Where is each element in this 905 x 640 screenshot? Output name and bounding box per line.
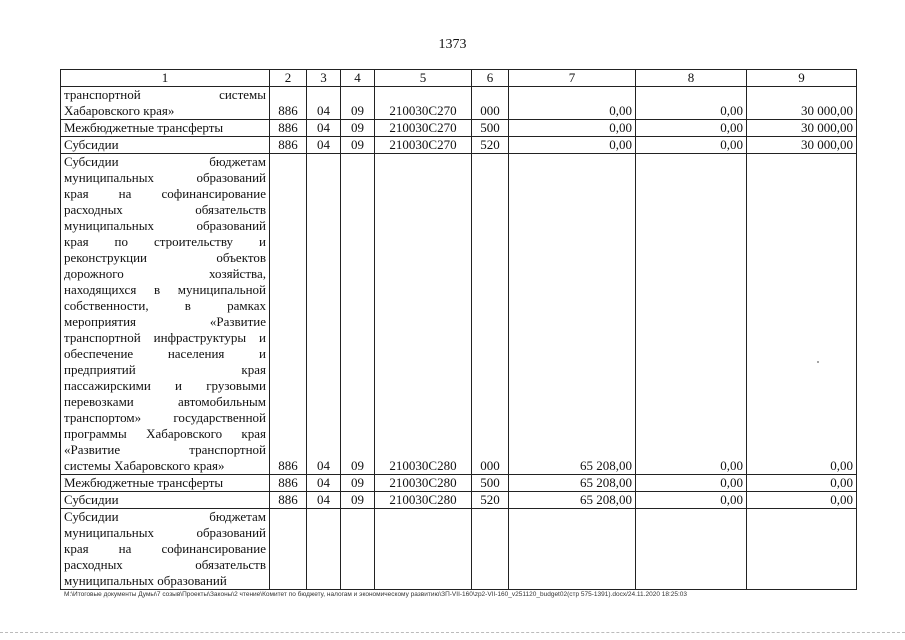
col-amount-7: 0,00 [509, 87, 636, 120]
col-target-code: 210030С280 [375, 492, 472, 509]
col-code-2: 886 [270, 475, 307, 492]
col-code-2: 886 [270, 120, 307, 137]
col-expense-type: 520 [472, 492, 509, 509]
col-code-2: 886 [270, 492, 307, 509]
col-amount-7: 0,00 [509, 120, 636, 137]
description-line: Хабаровского края» [64, 103, 175, 118]
col-amount-8 [636, 509, 747, 590]
description-line: транспортом» государственной [64, 410, 266, 425]
col-amount-7: 65 208,00 [509, 475, 636, 492]
column-header: 3 [307, 70, 341, 87]
description-line: Субсидии [64, 137, 119, 152]
column-header: 9 [747, 70, 857, 87]
table-row [61, 154, 857, 475]
description-line: транспортной инфраструктуры и [64, 330, 266, 345]
col-amount-7: 65 208,00 [509, 154, 636, 475]
description-line: края на софинансирование [64, 186, 266, 201]
col-amount-9: 30 000,00 [747, 87, 857, 120]
row-description [61, 137, 270, 154]
col-target-code: 210030С270 [375, 87, 472, 120]
col-target-code [375, 509, 472, 590]
col-code-3 [307, 509, 341, 590]
col-amount-9: 30 000,00 [747, 120, 857, 137]
col-amount-8: 0,00 [636, 137, 747, 154]
col-amount-9: 0,00 [747, 154, 857, 475]
table-row [61, 87, 857, 120]
row-description [61, 154, 270, 475]
description-line: расходных обязательств [64, 557, 266, 572]
col-code-4: 09 [341, 87, 375, 120]
col-target-code: 210030С280 [375, 475, 472, 492]
col-code-4: 09 [341, 120, 375, 137]
table-row [61, 492, 857, 509]
description-line: находящихся в муниципальной [64, 282, 266, 297]
col-code-3: 04 [307, 492, 341, 509]
description-line: края по строительству и [64, 234, 266, 249]
description-line: расходных обязательств [64, 202, 266, 217]
row-description [61, 509, 270, 590]
description-line: муниципальных образований [64, 525, 266, 540]
col-expense-type: 500 [472, 120, 509, 137]
table-row [61, 120, 857, 137]
col-code-4: 09 [341, 154, 375, 475]
table-row [61, 137, 857, 154]
description-line: транспортной системы [64, 87, 266, 102]
description-line: собственности, в рамках [64, 298, 266, 313]
row-description [61, 475, 270, 492]
description-line: Субсидии бюджетам [64, 509, 266, 524]
col-target-code: 210030С270 [375, 137, 472, 154]
row-description [61, 120, 270, 137]
col-target-code: 210030С270 [375, 120, 472, 137]
col-amount-9 [747, 509, 857, 590]
col-code-2: 886 [270, 137, 307, 154]
col-code-3: 04 [307, 120, 341, 137]
col-amount-7: 65 208,00 [509, 492, 636, 509]
description-line: предприятий края [64, 362, 266, 377]
col-amount-9: 0,00 [747, 492, 857, 509]
col-expense-type: 520 [472, 137, 509, 154]
description-line: обеспечение населения и [64, 346, 266, 361]
col-code-2: 886 [270, 154, 307, 475]
col-code-3: 04 [307, 137, 341, 154]
description-line: перевозками автомобильным [64, 394, 266, 409]
col-expense-type: 000 [472, 87, 509, 120]
description-line: мероприятия «Развитие [64, 314, 266, 329]
description-line: муниципальных образований [64, 573, 227, 588]
description-line: пассажирскими и грузовыми [64, 378, 266, 393]
description-line: края на софинансирование [64, 541, 266, 556]
col-expense-type: 500 [472, 475, 509, 492]
col-amount-8: 0,00 [636, 120, 747, 137]
col-code-2 [270, 509, 307, 590]
col-code-4 [341, 509, 375, 590]
col-amount-7 [509, 509, 636, 590]
table-row [61, 509, 857, 590]
footer-file-path: М:\Итоговые документы Думы\7 созыв\Проекты\Законы\2 чтение\Комитет по бюджету, налогам и экономическому развитию\ЗП-VII-160\zp2-VII-160_v251120_budget02(стр 575-1391).docx/24.11.2020 18:25:03 [64, 591, 688, 598]
row-description [61, 87, 270, 120]
description-line: муниципальных образований [64, 218, 266, 233]
col-code-2: 886 [270, 87, 307, 120]
description-line: программы Хабаровского края [64, 426, 266, 441]
description-line: Межбюджетные трансферты [64, 475, 224, 490]
col-amount-8: 0,00 [636, 154, 747, 475]
table-header-row [61, 70, 857, 87]
row-description [61, 492, 270, 509]
description-line: Субсидии бюджетам [64, 154, 266, 169]
column-header: 4 [341, 70, 375, 87]
scan-speck [817, 361, 819, 363]
col-amount-9: 30 000,00 [747, 137, 857, 154]
column-header: 8 [636, 70, 747, 87]
description-line: муниципальных образований [64, 170, 266, 185]
page-number: 1373 [438, 37, 467, 52]
col-amount-8: 0,00 [636, 87, 747, 120]
col-code-4: 09 [341, 137, 375, 154]
col-expense-type: 000 [472, 154, 509, 475]
page-edge-divider [0, 632, 905, 633]
description-line: реконструкции объектов [64, 250, 266, 265]
column-header: 7 [509, 70, 636, 87]
col-code-3: 04 [307, 475, 341, 492]
col-target-code: 210030С280 [375, 154, 472, 475]
col-code-3: 04 [307, 154, 341, 475]
col-amount-8: 0,00 [636, 492, 747, 509]
column-header: 2 [270, 70, 307, 87]
column-header: 6 [472, 70, 509, 87]
description-line: дорожного хозяйства, [64, 266, 266, 281]
description-line: «Развитие транспортной [64, 442, 266, 457]
col-expense-type [472, 509, 509, 590]
col-code-4: 09 [341, 492, 375, 509]
description-line: Межбюджетные трансферты [64, 120, 224, 135]
column-header: 1 [61, 70, 270, 87]
col-amount-8: 0,00 [636, 475, 747, 492]
col-code-3: 04 [307, 87, 341, 120]
column-header: 5 [375, 70, 472, 87]
col-amount-7: 0,00 [509, 137, 636, 154]
budget-table [60, 69, 857, 590]
description-line: системы Хабаровского края» [64, 458, 225, 473]
col-amount-9: 0,00 [747, 475, 857, 492]
col-code-4: 09 [341, 475, 375, 492]
description-line: Субсидии [64, 492, 119, 507]
table-row [61, 475, 857, 492]
